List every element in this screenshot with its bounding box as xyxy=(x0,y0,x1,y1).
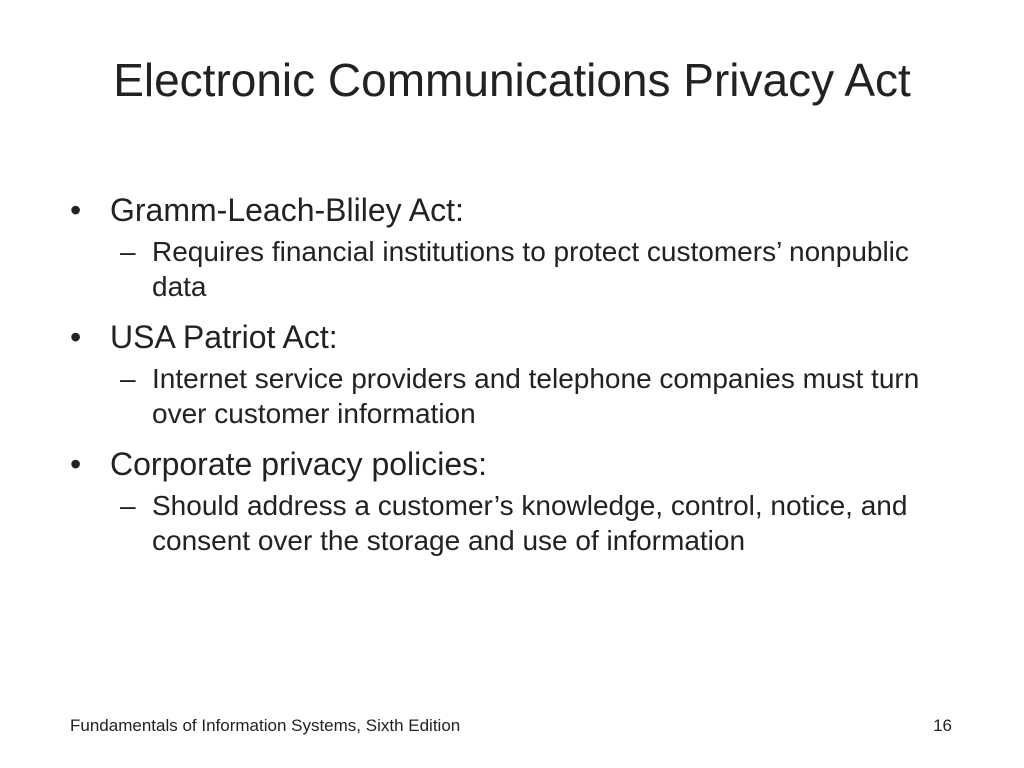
bullet-group xyxy=(70,444,960,558)
bullet-text: Corporate privacy policies: xyxy=(110,446,488,482)
sub-bullet-text: Should address a customer’s knowledge, control, notice, and consent over the storage and use of information xyxy=(152,490,908,556)
page-number: 16 xyxy=(933,716,952,735)
bullet-text: USA Patriot Act: xyxy=(110,319,338,355)
footer-source: Fundamentals of Information Systems, Sixth Edition xyxy=(70,716,461,735)
bullet-item xyxy=(70,190,960,230)
sub-bullet-marker: – xyxy=(120,363,136,394)
bullet-item xyxy=(70,444,960,484)
sub-bullet-text: Requires financial institutions to protect customers’ nonpublic data xyxy=(152,236,909,302)
bullet-marker: • xyxy=(70,192,82,228)
bullet-list xyxy=(70,190,960,571)
bullet-group xyxy=(70,317,960,431)
sub-bullet-item xyxy=(120,234,960,304)
sub-bullet-item xyxy=(120,488,960,558)
bullet-marker: • xyxy=(70,319,82,355)
bullet-marker: • xyxy=(70,446,82,482)
sub-bullet-item xyxy=(120,361,960,431)
bullet-item xyxy=(70,317,960,357)
bullet-text: Gramm-Leach-Bliley Act: xyxy=(110,192,464,228)
sub-bullet-text: Internet service providers and telephone companies must turn over customer information xyxy=(152,363,920,429)
sub-bullet-marker: – xyxy=(120,236,136,267)
sub-bullet-marker: – xyxy=(120,490,136,521)
slide-title: Electronic Communications Privacy Act xyxy=(113,54,911,106)
bullet-group xyxy=(70,190,960,304)
